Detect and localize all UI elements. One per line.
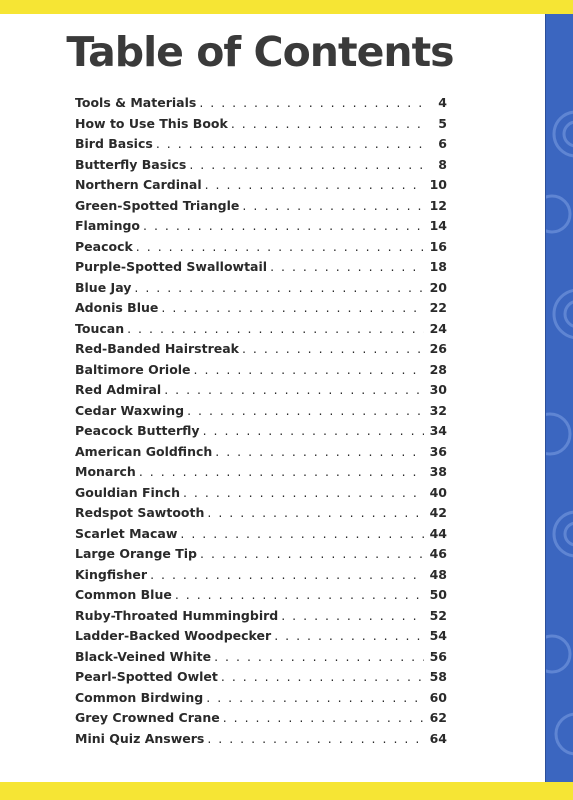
toc-entry <box>75 196 447 217</box>
dot-leader <box>221 667 424 688</box>
toc-entry <box>75 257 447 278</box>
toc-entry-title: Scarlet Macaw <box>75 525 178 541</box>
toc-entry <box>75 647 447 668</box>
toc-entry-title: Kingfisher <box>75 566 148 582</box>
toc-entry <box>75 524 447 545</box>
toc-entry-page-number: 20 <box>429 279 447 295</box>
dot-leader <box>270 257 424 278</box>
toc-entry-page-number: 16 <box>429 238 447 254</box>
dot-leader <box>189 155 427 176</box>
toc-list <box>75 93 447 749</box>
toc-entry <box>75 93 447 114</box>
toc-entry-page-number: 44 <box>429 525 447 541</box>
toc-entry-title: Red Admiral <box>75 382 162 397</box>
toc-entry-page-number: 4 <box>438 95 447 110</box>
toc-entry <box>75 626 447 647</box>
toc-entry-title: Common Birdwing <box>75 689 204 705</box>
toc-entry <box>75 155 447 176</box>
dot-leader <box>242 196 423 217</box>
toc-entry <box>75 134 447 155</box>
toc-entry-page-number: 22 <box>429 300 447 315</box>
toc-entry-title: Bird Basics <box>75 136 153 151</box>
toc-entry-title: Toucan <box>75 320 125 336</box>
toc-entry-page-number: 42 <box>429 505 447 520</box>
swirl-decoration-icon <box>546 14 573 782</box>
toc-entry-page-number: 62 <box>429 710 447 725</box>
toc-entry-title: Northern Cardinal <box>75 177 202 192</box>
toc-entry-title: Ruby-Throated Hummingbird <box>75 607 279 623</box>
toc-entry <box>75 667 447 688</box>
dot-leader <box>164 380 423 401</box>
toc-entry-page-number: 40 <box>429 484 447 500</box>
toc-entry <box>75 585 447 606</box>
toc-entry-page-number: 36 <box>429 443 447 459</box>
dot-leader <box>231 114 427 135</box>
toc-entry-page-number: 24 <box>429 320 447 336</box>
dot-leader <box>206 688 423 709</box>
toc-entry-page-number: 14 <box>429 218 447 233</box>
toc-entry-title: Gouldian Finch <box>75 484 180 500</box>
toc-entry <box>75 688 447 709</box>
toc-entry-title: Cedar Waxwing <box>75 402 185 418</box>
dot-leader <box>207 503 423 524</box>
dot-leader <box>274 626 423 647</box>
toc-entry-title: Flamingo <box>75 218 141 233</box>
toc-entry <box>75 298 447 319</box>
toc-entry-title: Peacock <box>75 238 133 254</box>
toc-entry <box>75 483 447 504</box>
toc-entry-title: Redspot Sawtooth <box>75 505 205 520</box>
dot-leader <box>205 175 424 196</box>
toc-entry <box>75 421 447 442</box>
toc-entry <box>75 319 447 340</box>
toc-entry <box>75 565 447 586</box>
toc-entry-title: Blue Jay <box>75 279 132 295</box>
toc-entry-title: Grey Crowned Crane <box>75 710 220 725</box>
toc-entry-title: Large Orange Tip <box>75 546 198 561</box>
toc-entry-page-number: 48 <box>429 566 447 582</box>
dot-leader <box>207 729 423 750</box>
toc-entry-title: Ladder-Backed Woodpecker <box>75 628 272 643</box>
toc-entry-page-number: 26 <box>429 341 447 356</box>
dot-leader <box>215 442 423 463</box>
bottom-yellow-band <box>0 782 573 800</box>
page-title: Table of Contents <box>66 28 454 76</box>
dot-leader <box>183 483 424 504</box>
toc-entry <box>75 175 447 196</box>
toc-entry-page-number: 46 <box>429 546 447 561</box>
toc-entry-title: Red-Banded Hairstreak <box>75 341 239 356</box>
toc-entry-title: Butterfly Basics <box>75 156 187 172</box>
toc-entry-page-number: 60 <box>429 689 447 705</box>
toc-entry-title: Adonis Blue <box>75 300 159 315</box>
toc-entry <box>75 380 447 401</box>
toc-entry-title: Monarch <box>75 464 136 479</box>
dot-leader <box>136 237 424 258</box>
toc-entry-title: American Goldfinch <box>75 443 213 459</box>
toc-entry-page-number: 5 <box>438 115 447 131</box>
toc-entry <box>75 114 447 135</box>
toc-entry <box>75 708 447 729</box>
toc-entry-title: Baltimore Oriole <box>75 361 191 377</box>
toc-entry-page-number: 58 <box>429 669 447 684</box>
toc-entry-page-number: 38 <box>429 464 447 479</box>
dot-leader <box>223 708 424 729</box>
toc-entry-page-number: 8 <box>438 156 447 172</box>
toc-entry-page-number: 18 <box>429 259 447 274</box>
toc-entry-page-number: 28 <box>429 361 447 377</box>
dot-leader <box>175 585 424 606</box>
toc-entry <box>75 503 447 524</box>
side-swirl-panel <box>546 14 573 782</box>
toc-entry-page-number: 64 <box>429 730 447 746</box>
dot-leader <box>150 565 424 586</box>
toc-entry-title: Tools & Materials <box>75 95 197 110</box>
toc-entry <box>75 729 447 750</box>
toc-entry <box>75 360 447 381</box>
toc-entry <box>75 442 447 463</box>
toc-entry-title: Green-Spotted Triangle <box>75 197 240 213</box>
toc-entry <box>75 462 447 483</box>
dot-leader <box>194 360 424 381</box>
toc-entry <box>75 278 447 299</box>
toc-entry-title: Common Blue <box>75 587 172 602</box>
toc-entry-page-number: 54 <box>429 628 447 643</box>
toc-entry-page-number: 30 <box>429 382 447 397</box>
toc-entry-title: Black-Veined White <box>75 648 212 664</box>
dot-leader <box>214 647 423 668</box>
toc-entry <box>75 401 447 422</box>
toc-entry <box>75 216 447 237</box>
dot-leader <box>200 544 424 565</box>
toc-entry-title: Peacock Butterfly <box>75 423 200 438</box>
top-yellow-band <box>0 0 573 14</box>
toc-entry <box>75 237 447 258</box>
dot-leader <box>139 462 424 483</box>
dot-leader <box>180 524 423 545</box>
toc-entry-page-number: 12 <box>429 197 447 213</box>
toc-entry-page-number: 52 <box>429 607 447 623</box>
toc-entry-page-number: 34 <box>429 423 447 438</box>
dot-leader <box>187 401 424 422</box>
toc-entry-page-number: 10 <box>429 177 447 192</box>
toc-entry-page-number: 32 <box>429 402 447 418</box>
dot-leader <box>134 278 423 299</box>
toc-entry-page-number: 56 <box>429 648 447 664</box>
dot-leader <box>161 298 423 319</box>
dot-leader <box>203 421 424 442</box>
toc-entry-title: How to Use This Book <box>75 115 228 131</box>
toc-entry <box>75 544 447 565</box>
toc-entry-page-number: 6 <box>438 136 447 151</box>
toc-entry-title: Mini Quiz Answers <box>75 730 205 746</box>
toc-entry-page-number: 50 <box>429 587 447 602</box>
dot-leader <box>127 319 423 340</box>
dot-leader <box>199 93 427 114</box>
dot-leader <box>143 216 424 237</box>
toc-entry-title: Pearl-Spotted Owlet <box>75 669 218 684</box>
dot-leader <box>156 134 427 155</box>
dot-leader <box>242 339 424 360</box>
toc-entry-title: Purple-Spotted Swallowtail <box>75 259 268 274</box>
toc-entry <box>75 606 447 627</box>
toc-entry <box>75 339 447 360</box>
dot-leader <box>281 606 423 627</box>
